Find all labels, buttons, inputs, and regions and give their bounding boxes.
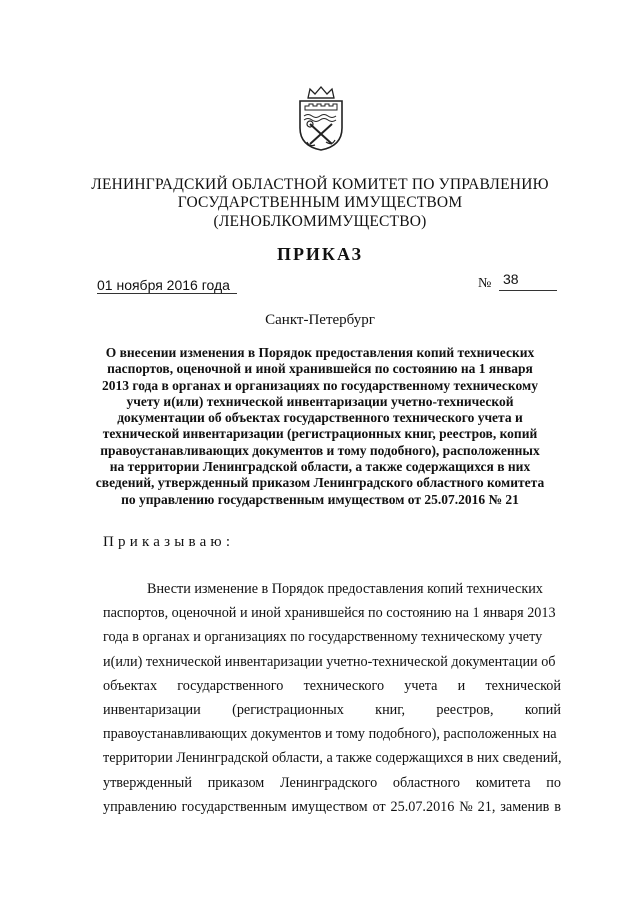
body-word: управлению: [103, 798, 177, 815]
body-word: инвентаризации: [103, 701, 201, 718]
body-word: и: [457, 677, 466, 694]
body-word: заменив: [500, 798, 550, 815]
subject-line: учету и(или) технической инвентаризации учетно-технической: [126, 393, 514, 409]
body-line: правоустанавливающих документов и тому подобного), расположенных на: [103, 726, 557, 743]
body-word: (регистрационных: [232, 701, 344, 718]
body-word: №: [459, 798, 473, 815]
body-word: государственным: [181, 798, 287, 815]
document-number: 38: [503, 271, 519, 287]
body-word: реестров,: [436, 701, 494, 718]
body-word: от: [372, 798, 386, 815]
body-word: книг,: [375, 701, 406, 718]
subject-line: сведений, утвержденный приказом Ленинградского областного комитета: [95, 475, 545, 491]
body-word: 25.07.2016: [390, 798, 455, 815]
coat-of-arms-icon: [296, 86, 346, 152]
body-word: объектах: [103, 677, 158, 694]
body-word: имуществом: [291, 798, 368, 815]
body-word: государственного: [177, 677, 284, 694]
body-line: [103, 771, 561, 795]
body-line: паспортов, оценочной и иной хранившейся по состоянию на 1 января 2013: [103, 605, 556, 622]
document-date: 01 ноября 2016 года: [97, 277, 230, 293]
subject-line: паспортов, оценочной и иной хранившейся по состоянию на 1 января: [107, 361, 533, 377]
body-word: областного: [392, 774, 461, 791]
body-line: года в органах и организациях по государственному техническому учету: [103, 629, 543, 646]
body-word: приказом: [207, 774, 265, 791]
body-line: [103, 795, 561, 819]
subject-line: правоустанавливающих документов и тому подобного), расположенных: [100, 442, 540, 458]
org-name-line-3: (ЛЕНОБЛКОМИМУЩЕСТВО): [213, 213, 427, 230]
order-word: Приказываю:: [103, 534, 235, 550]
body-word: копий: [524, 701, 561, 718]
document-subject: [90, 345, 550, 508]
org-name-line-2: ГОСУДАРСТВЕННЫМ ИМУЩЕСТВОМ: [177, 194, 463, 211]
subject-line: 2013 года в органах и организациях по государственному техническому: [102, 377, 538, 393]
number-underline: [499, 290, 557, 291]
document-title: ПРИКАЗ: [276, 244, 364, 264]
subject-line: технической инвентаризации (регистрационных книг, реестров, копий: [102, 426, 538, 442]
body-word: комитета: [475, 774, 531, 791]
body-word: Ленинградского: [280, 774, 378, 791]
body-word: в: [554, 798, 561, 815]
date-underline: [97, 293, 237, 294]
subject-line: на территории Ленинградской области, а также содержащихся в них: [109, 459, 531, 475]
number-label: №: [478, 276, 492, 291]
body-word: утвержденный: [103, 774, 192, 791]
body-word: 21,: [477, 798, 496, 815]
subject-line: по управлению государственным имуществом от 25.07.2016 № 21: [121, 491, 519, 507]
subject-line: О внесении изменения в Порядок предоставления копий технических: [105, 345, 535, 360]
body-word: технической: [485, 677, 561, 694]
org-name-line-1: ЛЕНИНГРАДСКИЙ ОБЛАСТНОЙ КОМИТЕТ ПО УПРАВЛЕНИЮ: [91, 176, 549, 193]
document-city: Санкт-Петербург: [265, 312, 375, 328]
body-word: по: [546, 774, 561, 791]
body-line: [103, 698, 561, 722]
document-body: [103, 577, 561, 819]
body-line: [103, 674, 561, 698]
body-word: технического: [303, 677, 385, 694]
body-line: Внести изменение в Порядок предоставления копий технических: [147, 581, 543, 597]
subject-line: документации об объектах государственного технического учета и: [117, 410, 523, 426]
body-line: территории Ленинградской области, а также содержащихся в них сведений,: [103, 750, 562, 767]
body-word: учета: [404, 677, 438, 694]
body-line: и(или) технической инвентаризации учетно-технической документации об: [103, 653, 556, 670]
